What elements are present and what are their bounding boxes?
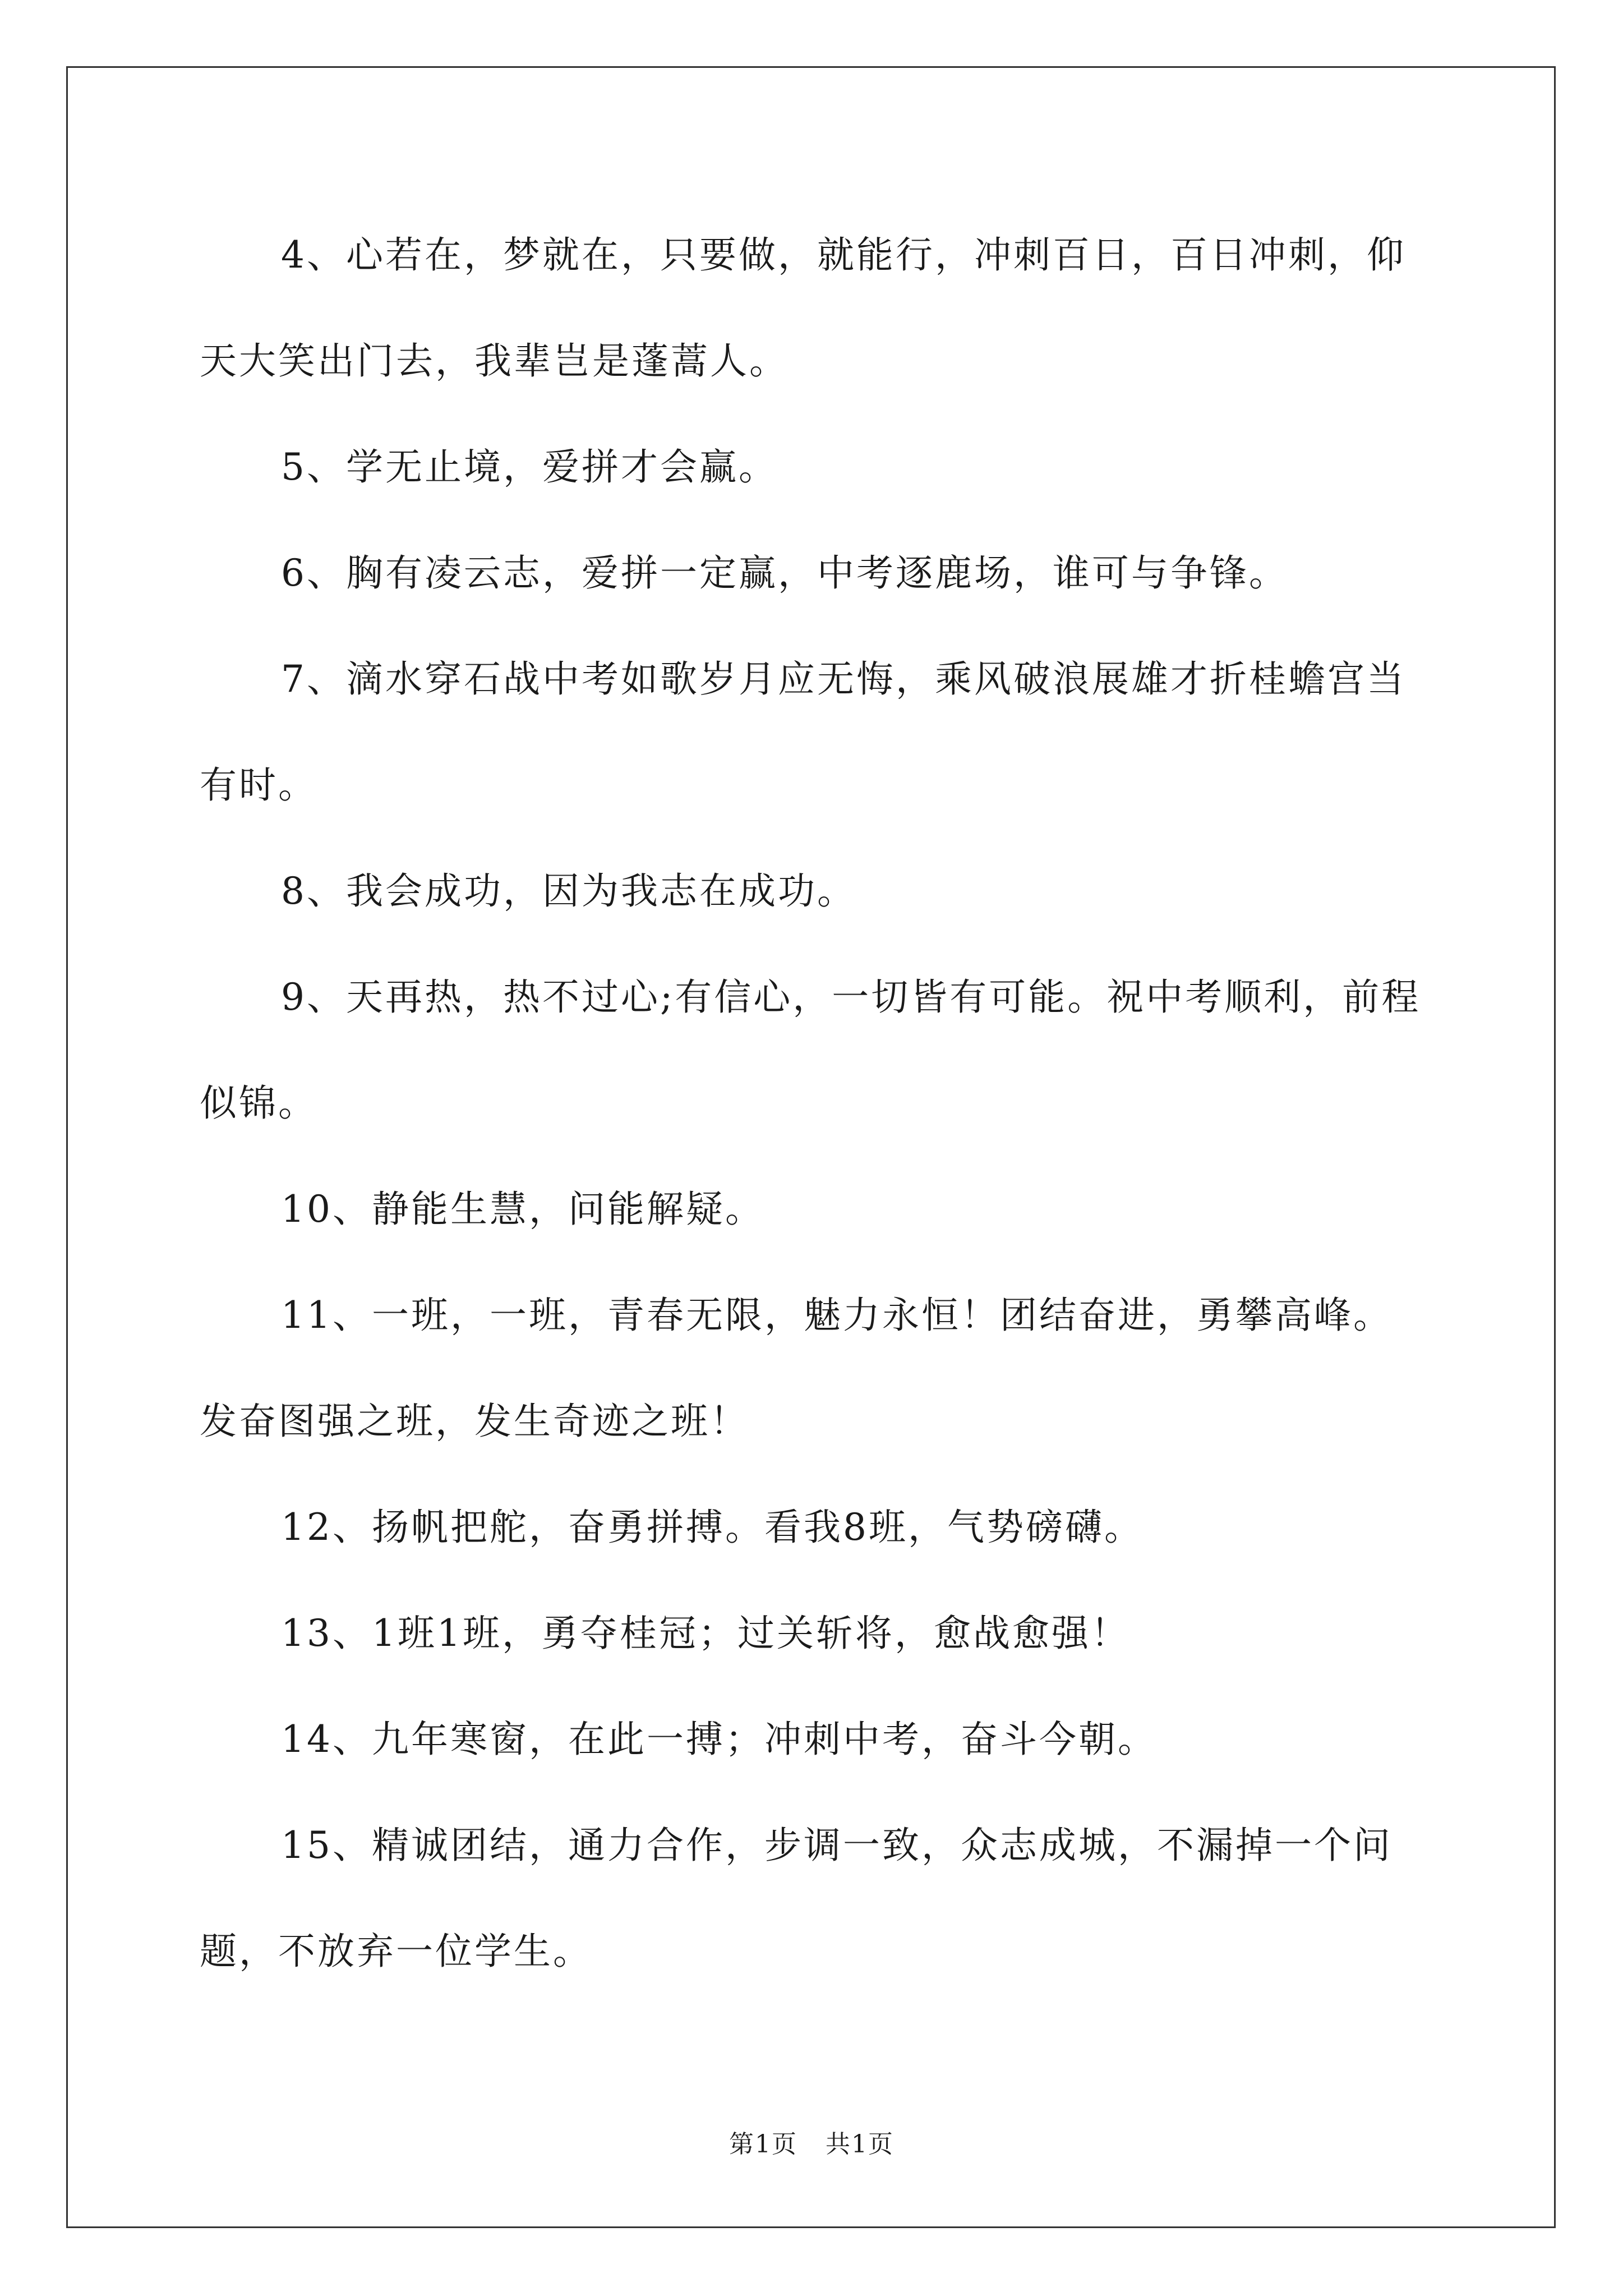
paragraph-15: 15、精诚团结，通力合作，步调一致，众志成城，不漏掉一个问题，不放弃一位学生。 [200, 1824, 1393, 1973]
page-footer [0, 2128, 1623, 2161]
paragraph-4: 4、心若在，梦就在，只要做，就能行，冲刺百日，百日冲刺，仰天大笑出门去，我辈岂是蓬蒿人。 [200, 233, 1406, 383]
page-number: 第1页 [729, 2130, 797, 2159]
paragraph-13: 13、1班1班，勇夺桂冠；过关斩将，愈战愈强！ [281, 1612, 1130, 1655]
paragraph-8: 8、我会成功，因为我志在成功。 [281, 869, 856, 913]
page-total: 共1页 [826, 2130, 894, 2159]
paragraph-7: 7、滴水穿石战中考如歌岁月应无悔，乘风破浪展雄才折桂蟾宫当有时。 [200, 657, 1406, 807]
paragraph-9: 9、天再热，热不过心;有信心，一切皆有可能。祝中考顺利，前程似锦。 [200, 976, 1421, 1125]
paragraph-6: 6、胸有凌云志，爱拼一定赢，中考逐鹿场，谁可与争锋。 [281, 551, 1288, 595]
paragraph-14: 14、九年寒窗，在此一搏；冲刺中考，奋斗今朝。 [281, 1718, 1157, 1761]
document-body [200, 202, 1428, 2004]
paragraph-11: 11、一班，一班，青春无限，魅力永恒！团结奋进，勇攀高峰。发奋图强之班，发生奇迹之班！ [200, 1294, 1393, 1443]
paragraph-12: 12、扬帆把舵，奋勇拼搏。看我8班，气势磅礴。 [281, 1506, 1144, 1549]
paragraph-5: 5、学无止境，爱拼才会赢。 [281, 445, 778, 489]
paragraph-10: 10、静能生慧，问能解疑。 [281, 1188, 764, 1231]
